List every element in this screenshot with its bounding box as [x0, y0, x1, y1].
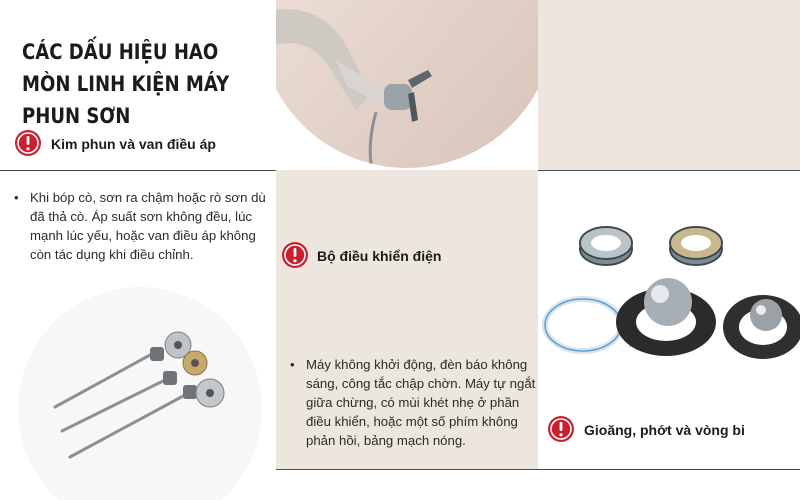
beige-panel-top-right — [538, 0, 800, 170]
section-electric-controller-header — [281, 241, 536, 271]
section-nozzle-valve-header — [14, 129, 274, 159]
section-electric-controller-text — [288, 355, 542, 450]
section-heading: Kim phun và van điều áp — [51, 136, 216, 152]
exclamation-circle-icon — [281, 241, 309, 274]
nozzle-parts-photo — [0, 285, 276, 500]
divider-top-right — [538, 170, 800, 171]
divider-bottom-right — [538, 469, 800, 470]
section-seals-bearings-header — [547, 415, 797, 445]
page-title: CÁC DẤU HIỆU HAO MÒN LINH KIỆN MÁY PHUN SƠN — [22, 40, 230, 128]
exclamation-circle-icon — [547, 415, 575, 448]
bullet-text: Máy không khởi động, đèn báo không sáng, công tắc chập chờn. Máy tự ngắt giữa chừng, có mùi khét nhẹ ở phần điều khiển, hoặc một số phím không phản hồi, bảng mạch nóng. — [306, 357, 536, 448]
section-heading: Gioăng, phớt và vòng bi — [584, 422, 745, 438]
seals-bearings-photo — [538, 187, 800, 392]
spray-painter-photo — [276, 0, 538, 170]
section-heading: Bộ điều khiển điện — [317, 248, 442, 264]
section-nozzle-valve-text — [12, 188, 280, 264]
exclamation-circle-icon — [14, 129, 42, 162]
divider-top-left — [0, 170, 276, 171]
bullet-text: Khi bóp cò, sơn ra chậm hoặc rò sơn dù đã thả cò. Áp suất sơn không đều, lúc mạnh lúc yếu, hoặc van điều áp không còn tác dụng khi điều chỉnh. — [30, 190, 266, 262]
divider-bottom-middle — [276, 469, 538, 470]
